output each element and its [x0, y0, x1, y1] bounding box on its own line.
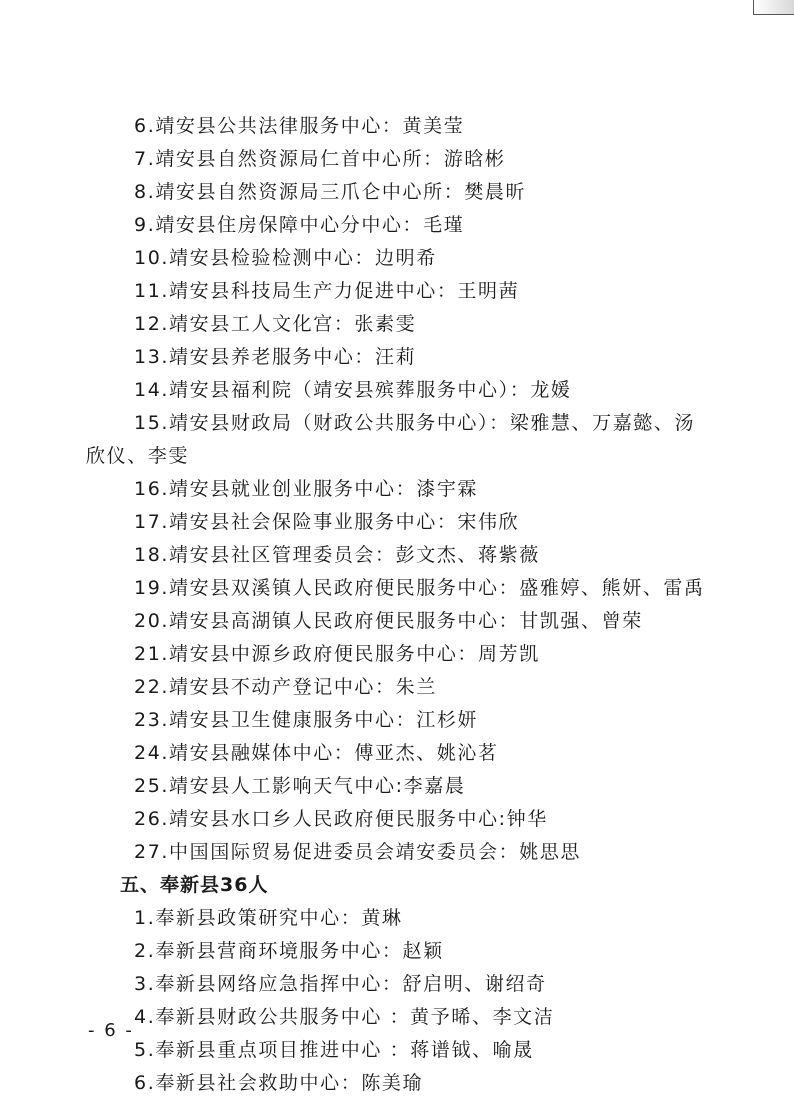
list-item: 17.靖安县社会保险事业服务中心：宋伟欣 [134, 511, 520, 533]
list-item: 4.奉新县财政公共服务中心 ：黄予晞、李文洁 [134, 1006, 555, 1028]
list-item: 18.靖安县社区管理委员会：彭文杰、蒋紫薇 [134, 544, 540, 566]
list-item: 23.靖安县卫生健康服务中心：江杉妍 [134, 709, 479, 731]
scan-edge-artifact [753, 0, 794, 15]
document-body [86, 110, 726, 1100]
list-item: 19.靖安县双溪镇人民政府便民服务中心：盛雅婷、熊妍、雷禹 [134, 577, 705, 599]
list-item: 21.靖安县中源乡政府便民服务中心：周芳凯 [134, 643, 540, 665]
list-item-continuation: 欣仪、李雯 [86, 445, 190, 467]
page-number: - 6 - [88, 1020, 134, 1041]
list-item: 15.靖安县财政局（财政公共服务中心）：梁雅慧、万嘉懿、汤 [134, 412, 696, 434]
list-item: 24.靖安县融媒体中心：傅亚杰、姚沁茗 [134, 742, 499, 764]
list-item: 14.靖安县福利院（靖安县殡葬服务中心）：龙媛 [134, 379, 572, 401]
list-item: 6.奉新县社会救助中心：陈美瑜 [134, 1072, 424, 1094]
list-item: 10.靖安县检验检测中心：边明希 [134, 247, 437, 269]
list-item: 25.靖安县人工影响天气中心:李嘉晨 [134, 775, 466, 797]
list-item: 2.奉新县营商环境服务中心：赵颖 [134, 940, 444, 962]
list-item: 7.靖安县自然资源局仁首中心所：游晗彬 [134, 148, 506, 170]
list-item: 12.靖安县工人文化宫：张素雯 [134, 313, 417, 335]
list-item: 5.奉新县重点项目推进中心 ：蒋谱钺、喻晟 [134, 1039, 534, 1061]
list-item: 26.靖安县水口乡人民政府便民服务中心:钟华 [134, 808, 548, 830]
list-item: 6.靖安县公共法律服务中心：黄美莹 [134, 115, 465, 137]
list-item: 1.奉新县政策研究中心：黄琳 [134, 907, 403, 929]
list-item: 11.靖安县科技局生产力促进中心：王明茜 [134, 280, 520, 302]
list-item: 13.靖安县养老服务中心：汪莉 [134, 346, 417, 368]
list-item: 20.靖安县高湖镇人民政府便民服务中心：甘凯强、曾荣 [134, 610, 643, 632]
list-item: 22.靖安县不动产登记中心：朱兰 [134, 676, 437, 698]
list-item: 16.靖安县就业创业服务中心：漆宇霖 [134, 478, 479, 500]
section-heading: 五、奉新县36人 [120, 874, 269, 896]
list-item: 8.靖安县自然资源局三爪仑中心所：樊晨昕 [134, 181, 527, 203]
list-item: 9.靖安县住房保障中心分中心：毛瑾 [134, 214, 465, 236]
list-item: 3.奉新县网络应急指挥中心：舒启明、谢绍奇 [134, 973, 547, 995]
list-item: 27.中国国际贸易促进委员会靖安委员会：姚思思 [134, 841, 582, 863]
